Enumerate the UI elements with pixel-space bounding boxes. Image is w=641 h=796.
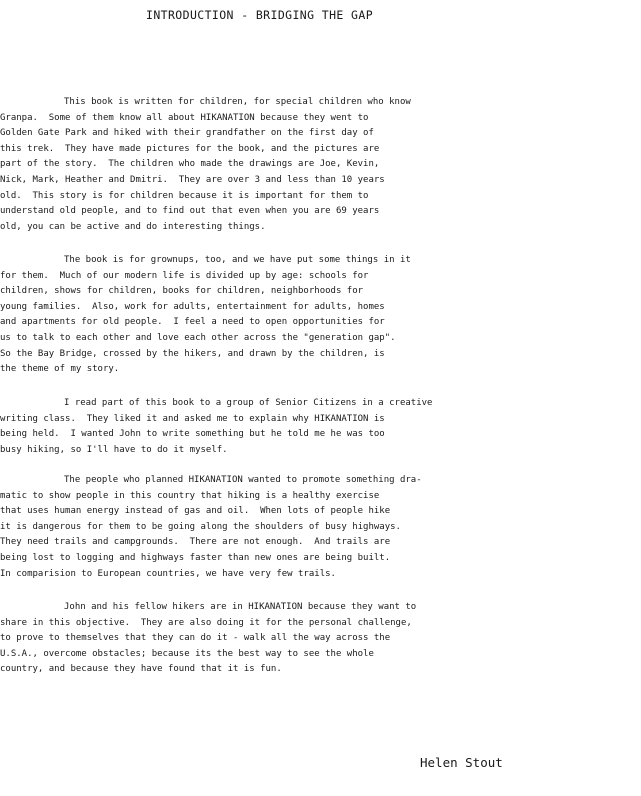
paragraph-children (0, 95, 641, 235)
text-line: Granpa. Some of them know all about HIKANATION because they went to (0, 112, 369, 123)
paragraph-grownups (0, 253, 641, 378)
text-line: U.S.A., overcome obstacles; because its the best way to see the whole (0, 648, 374, 659)
text-line: part of the story. The children who made the drawings are Joe, Kevin, (0, 159, 380, 170)
text-line: John and his fellow hikers are in HIKANATION because they want to (64, 602, 417, 612)
text-line: They need trails and campgrounds. There are not enough. And trails are (0, 537, 391, 548)
text-line: This book is written for children, for special children who know (64, 97, 411, 107)
text-line: and apartments for old people. I feel a need to open opportunities for (0, 317, 385, 328)
text-line: this trek. They have made pictures for the book, and the pictures are (0, 143, 380, 154)
paragraph-john-and-hikers (0, 600, 641, 678)
text-line: matic to show people in this country that hiking is a healthy exercise (0, 490, 380, 501)
text-line: busy hiking, so I'll have to do it myself. (0, 444, 228, 455)
text-line: for them. Much of our modern life is divided up by age: schools for (0, 270, 369, 281)
text-line: being held. I wanted John to write something but he told me he was too (0, 429, 385, 440)
paragraph-hikanation-purpose (0, 473, 641, 582)
text-line: the theme of my story. (0, 364, 120, 375)
text-line: us to talk to each other and love each other across the "generation gap". (0, 332, 396, 343)
text-line: In comparision to European countries, we have very few trails. (0, 568, 336, 579)
text-line: old. This story is for children because it is important for them to (0, 190, 369, 201)
text-line: So the Bay Bridge, crossed by the hikers, and drawn by the children, is (0, 348, 385, 359)
paragraph-senior-citizens (0, 396, 641, 458)
text-line: Nick, Mark, Heather and Dmitri. They are over 3 and less than 10 years (0, 174, 385, 185)
author-signature: Helen Stout (420, 755, 503, 770)
text-line: old, you can be active and do interesting things. (0, 221, 266, 232)
text-line: children, shows for children, books for children, neighborhoods for (0, 286, 364, 297)
text-line: country, and because they have found that it is fun. (0, 664, 282, 675)
text-line: share in this objective. They are also doing it for the personal challenge, (0, 617, 412, 628)
text-line: that uses human energy instead of gas and oil. When lots of people hike (0, 506, 391, 517)
text-line: writing class. They liked it and asked me to explain why HIKANATION is (0, 413, 385, 424)
text-line: to prove to themselves that they can do it - walk all the way across the (0, 633, 391, 644)
text-line: The people who planned HIKANATION wanted to promote something dra- (64, 475, 422, 485)
text-line: Golden Gate Park and hiked with their grandfather on the first day of (0, 128, 374, 139)
text-line: young families. Also, work for adults, entertainment for adults, homes (0, 301, 385, 312)
text-line: it is dangerous for them to be going along the shoulders of busy highways. (0, 521, 401, 532)
text-line: I read part of this book to a group of Senior Citizens in a creative (64, 398, 433, 408)
text-line: understand old people, and to find out that even when you are 69 years (0, 206, 380, 217)
text-line: being lost to logging and highways faster than new ones are being built. (0, 552, 391, 563)
text-line: The book is for grownups, too, and we have put some things in it (64, 255, 411, 265)
page-title: INTRODUCTION - BRIDGING THE GAP (146, 8, 374, 22)
